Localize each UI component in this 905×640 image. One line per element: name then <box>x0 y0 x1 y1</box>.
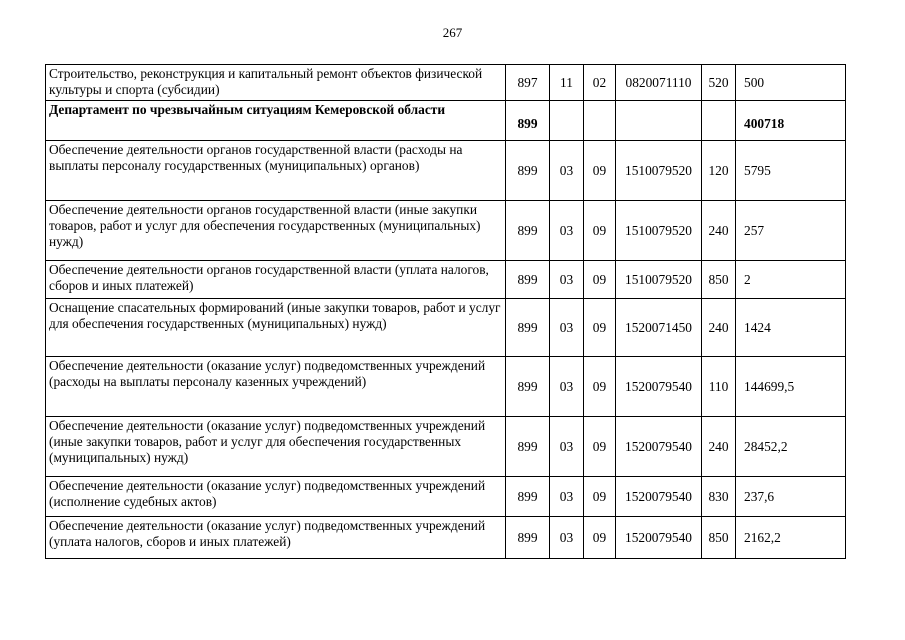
ministry-code: 899 <box>506 357 550 417</box>
section-code: 03 <box>550 477 584 517</box>
subsection-code: 09 <box>584 357 616 417</box>
subsection-code: 09 <box>584 517 616 559</box>
target-article-code: 1520071450 <box>616 299 702 357</box>
amount: 257 <box>736 201 846 261</box>
target-article-code: 1520079540 <box>616 517 702 559</box>
subsection-code: 09 <box>584 417 616 477</box>
row-description: Департамент по чрезвычайным ситуациям Кемеровской области <box>46 101 506 141</box>
ministry-code: 899 <box>506 261 550 299</box>
ministry-code: 899 <box>506 517 550 559</box>
section-code: 03 <box>550 201 584 261</box>
section-code: 03 <box>550 517 584 559</box>
section-code: 11 <box>550 65 584 101</box>
target-article-code <box>616 101 702 141</box>
expense-type-code: 240 <box>702 299 736 357</box>
table-row <box>46 299 846 357</box>
target-article-code: 1520079540 <box>616 417 702 477</box>
expense-type-code: 520 <box>702 65 736 101</box>
ministry-code: 899 <box>506 299 550 357</box>
target-article-code: 0820071110 <box>616 65 702 101</box>
row-description: Обеспечение деятельности (оказание услуг) подведомственных учреждений (уплата налогов, сборов и иных платежей) <box>46 517 506 559</box>
amount: 237,6 <box>736 477 846 517</box>
amount: 144699,5 <box>736 357 846 417</box>
subsection-code: 09 <box>584 477 616 517</box>
section-code: 03 <box>550 299 584 357</box>
amount: 5795 <box>736 141 846 201</box>
amount: 28452,2 <box>736 417 846 477</box>
section-code: 03 <box>550 261 584 299</box>
section-code: 03 <box>550 357 584 417</box>
expense-type-code: 850 <box>702 261 736 299</box>
section-code: 03 <box>550 417 584 477</box>
table-row <box>46 357 846 417</box>
target-article-code: 1520079540 <box>616 477 702 517</box>
ministry-code: 899 <box>506 141 550 201</box>
subsection-code: 09 <box>584 261 616 299</box>
expense-type-code: 850 <box>702 517 736 559</box>
ministry-code: 899 <box>506 477 550 517</box>
expense-type-code: 240 <box>702 201 736 261</box>
subsection-code: 09 <box>584 141 616 201</box>
table-row <box>46 65 846 101</box>
table-row <box>46 517 846 559</box>
ministry-code: 897 <box>506 65 550 101</box>
amount: 400718 <box>736 101 846 141</box>
expense-type-code: 110 <box>702 357 736 417</box>
target-article-code: 1520079540 <box>616 357 702 417</box>
row-description: Строительство, реконструкция и капитальный ремонт объектов физической культуры и спорта (субсидии) <box>46 65 506 101</box>
subsection-code: 02 <box>584 65 616 101</box>
ministry-code: 899 <box>506 101 550 141</box>
row-description: Обеспечение деятельности органов государственной власти (иные закупки товаров, работ и услуг для обеспечения государственных (муниципальных) нужд) <box>46 201 506 261</box>
amount: 1424 <box>736 299 846 357</box>
row-description: Обеспечение деятельности (оказание услуг) подведомственных учреждений (иные закупки товаров, работ и услуг для обеспечения государственных (муниципальных) нужд) <box>46 417 506 477</box>
row-description: Обеспечение деятельности органов государственной власти (уплата налогов, сборов и иных платежей) <box>46 261 506 299</box>
subsection-code <box>584 101 616 141</box>
expense-type-code <box>702 101 736 141</box>
section-code <box>550 101 584 141</box>
expense-type-code: 120 <box>702 141 736 201</box>
budget-table <box>45 64 846 559</box>
table-row <box>46 261 846 299</box>
page-number: 267 <box>442 25 463 40</box>
table-row <box>46 417 846 477</box>
row-description: Обеспечение деятельности (оказание услуг) подведомственных учреждений (расходы на выплаты персоналу казенных учреждений) <box>46 357 506 417</box>
row-description: Оснащение спасательных формирований (иные закупки товаров, работ и услуг для обеспечения государственных (муниципальных) нужд) <box>46 299 506 357</box>
amount: 2162,2 <box>736 517 846 559</box>
amount: 500 <box>736 65 846 101</box>
section-code: 03 <box>550 141 584 201</box>
table-row <box>46 101 846 141</box>
table-row <box>46 477 846 517</box>
subsection-code: 09 <box>584 201 616 261</box>
subsection-code: 09 <box>584 299 616 357</box>
row-description: Обеспечение деятельности органов государственной власти (расходы на выплаты персоналу государственных (муниципальных) органов) <box>46 141 506 201</box>
row-description: Обеспечение деятельности (оказание услуг) подведомственных учреждений (исполнение судебных актов) <box>46 477 506 517</box>
amount: 2 <box>736 261 846 299</box>
ministry-code: 899 <box>506 201 550 261</box>
target-article-code: 1510079520 <box>616 141 702 201</box>
expense-type-code: 240 <box>702 417 736 477</box>
target-article-code: 1510079520 <box>616 261 702 299</box>
target-article-code: 1510079520 <box>616 201 702 261</box>
table-row <box>46 201 846 261</box>
expense-type-code: 830 <box>702 477 736 517</box>
ministry-code: 899 <box>506 417 550 477</box>
table-row <box>46 141 846 201</box>
